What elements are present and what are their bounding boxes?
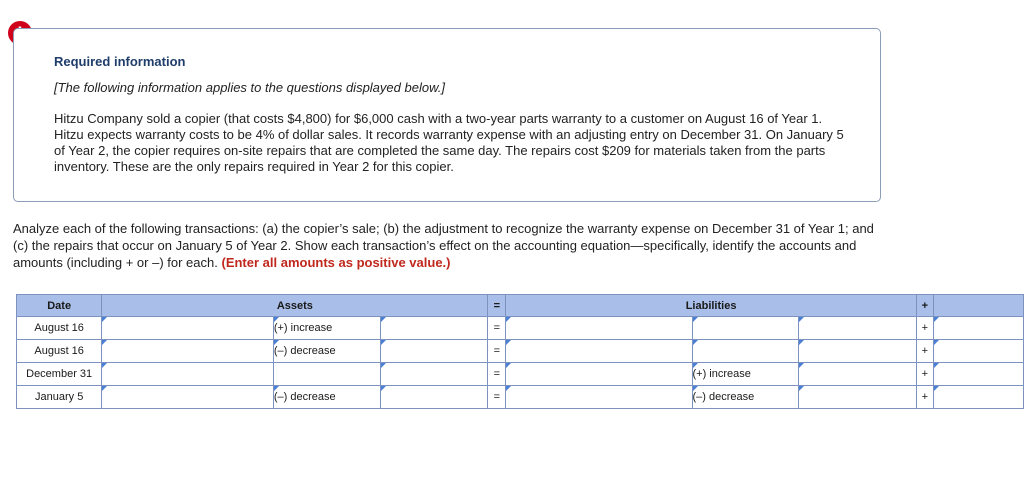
liabilities-header: Liabilities (506, 295, 917, 317)
liabilities-account-select[interactable] (506, 340, 692, 363)
liabilities-direction-select[interactable] (692, 317, 799, 340)
equals-sign: = (488, 363, 506, 386)
table-row (17, 317, 1024, 340)
assets-amount-input[interactable] (380, 340, 488, 363)
instructions-text: Analyze each of the following transactions: (a) the copier’s sale; (b) the adjustment to recognize the warranty expense on December 31 of Year 1; and (c) the repairs that occur on January 5 of Year 2. Show each transaction’s effect on the accounting equation—specifically, identify the accounts and amounts (including + or –) for each. (13, 221, 874, 270)
instructions-emphasis: (Enter all amounts as positive value.) (221, 255, 451, 270)
table-row (17, 363, 1024, 386)
table-header-row (17, 295, 1024, 317)
row-date: August 16 (17, 317, 102, 340)
assets-direction-select[interactable]: (–) decrease (273, 340, 380, 363)
plus-sign: + (916, 386, 933, 409)
assets-account-select[interactable] (102, 317, 274, 340)
equals-sign: = (488, 340, 506, 363)
equals-sign: = (488, 386, 506, 409)
info-body: Hitzu Company sold a copier (that costs $4,800) for $6,000 cash with a two-year parts warranty to a customer on August 16 of Year 1. Hitzu expects warranty costs to be 4% of dollar sales. It records warranty expense with an adjusting entry on December 31. On January 5 of Year 2, the copier requires on-site repairs that are completed the same day. The repairs cost $209 for materials taken from the parts inventory. These are the only repairs required in Year 2 for this copier. (54, 111, 844, 174)
accounting-equation-table (16, 294, 1024, 409)
plus-header: + (916, 295, 933, 317)
date-header: Date (17, 295, 102, 317)
table-row (17, 386, 1024, 409)
row-date: December 31 (17, 363, 102, 386)
equals-header: = (488, 295, 506, 317)
assets-account-select[interactable] (102, 363, 274, 386)
equals-sign: = (488, 317, 506, 340)
equity-account-select[interactable] (933, 363, 1023, 386)
assets-direction-select[interactable]: (+) increase (273, 317, 380, 340)
liabilities-account-select[interactable] (506, 363, 692, 386)
info-title: Required information (54, 54, 186, 69)
liabilities-amount-input[interactable] (799, 340, 917, 363)
equity-account-select[interactable] (933, 386, 1023, 409)
assets-account-select[interactable] (102, 340, 274, 363)
assets-direction-select[interactable]: (–) decrease (273, 386, 380, 409)
info-subtitle: [The following information applies to the questions displayed below.] (54, 80, 445, 95)
assets-account-select[interactable] (102, 386, 274, 409)
plus-sign: + (916, 363, 933, 386)
table-row (17, 340, 1024, 363)
liabilities-direction-select[interactable]: (+) increase (692, 363, 799, 386)
equity-header (933, 295, 1023, 317)
row-date: January 5 (17, 386, 102, 409)
row-date: August 16 (17, 340, 102, 363)
liabilities-direction-select[interactable]: (–) decrease (692, 386, 799, 409)
liabilities-amount-input[interactable] (799, 386, 917, 409)
equity-account-select[interactable] (933, 317, 1023, 340)
liabilities-amount-input[interactable] (799, 317, 917, 340)
plus-sign: + (916, 340, 933, 363)
assets-amount-input[interactable] (380, 363, 488, 386)
assets-amount-input[interactable] (380, 317, 488, 340)
plus-sign: + (916, 317, 933, 340)
liabilities-account-select[interactable] (506, 317, 692, 340)
instructions (13, 220, 883, 271)
assets-direction-select[interactable] (273, 363, 380, 386)
liabilities-direction-select[interactable] (692, 340, 799, 363)
equity-account-select[interactable] (933, 340, 1023, 363)
assets-amount-input[interactable] (380, 386, 488, 409)
assets-header: Assets (102, 295, 488, 317)
liabilities-amount-input[interactable] (799, 363, 917, 386)
liabilities-account-select[interactable] (506, 386, 692, 409)
required-information-box (13, 28, 881, 202)
